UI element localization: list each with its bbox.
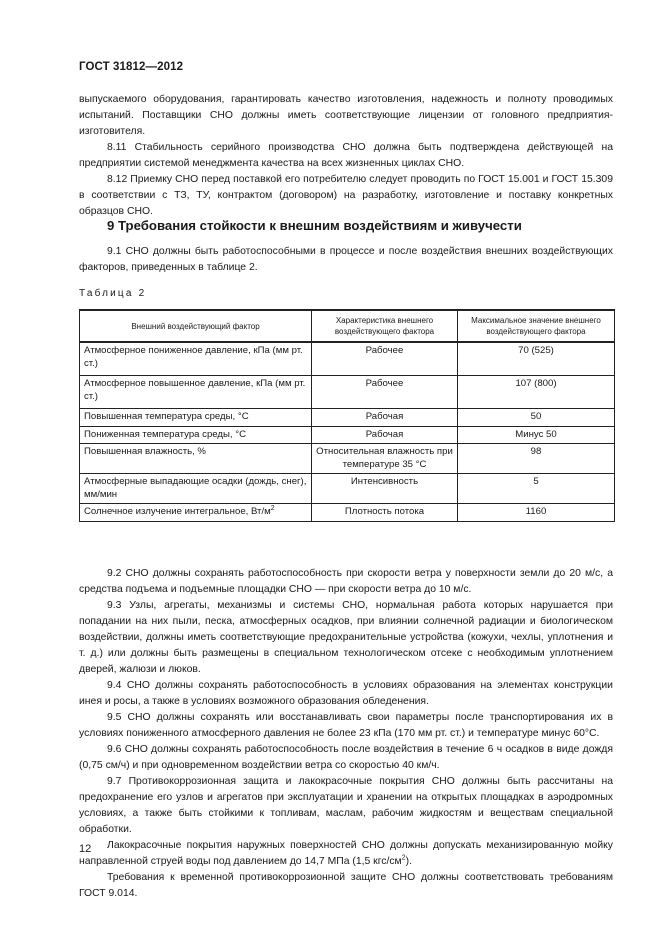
- paint-coating-text: Лакокрасочные покрытия наружных поверхностей СНО должны допускать механизированную мойку направленной струей воды под давлением до 14,7 МПа (1,5 кгс/см: [79, 840, 613, 867]
- table-cell-factor: [80, 504, 312, 522]
- table-row: [80, 342, 615, 376]
- table-cell-value: 1160: [458, 504, 615, 522]
- table-cell-value: 107 (800): [458, 376, 615, 409]
- paragraph-intro: выпускаемого оборудования, гарантировать качество изготовления, надежность и полноту проводимых испытаний. Поставщики СНО должны иметь соответствующие лицензии от головного предприятия-изготовителя.: [79, 94, 613, 137]
- paragraph-9-3: 9.3 Узлы, агрегаты, механизмы и системы СНО, нормальная работа которых нарушается при попадании на них пыли, песка, атмосферных осадков, при влиянии солнечной радиации и биологическом воздействии, должны иметь соответствующие предохранительные устройства (кожухи, чехлы, уплотнения и т. д.) или должны быть размещены в специальном технологическом отсеке с необходимым уплотнением дверей, жалюзи и люков.: [79, 600, 613, 675]
- section-9-heading: 9 Требования стойкости к внешним воздействиям и живучести: [107, 218, 522, 233]
- table-cell-characteristic: Интенсивность: [312, 474, 458, 504]
- paint-coating-end: ).: [405, 856, 412, 867]
- factor-text: Солнечное излучение интегральное, Вт/м: [84, 506, 271, 517]
- table-cell-factor: Атмосферное пониженное давление, кПа (мм рт. ст.): [80, 342, 312, 376]
- paragraph-8-12: 8.12 Приемку СНО перед поставкой его потребителю следует проводить по ГОСТ 15.001 и ГОСТ 15.309 в соответствии с ТЗ, ТУ, контрактом (договором) на разработку, изготовление и поставку конкретных образцов СНО.: [79, 174, 613, 217]
- table-row: [80, 409, 615, 427]
- paragraph-9-7: 9.7 Противокоррозионная защита и лакокрасочные покрытия СНО должны быть рассчитаны на предохранение его узлов и агрегатов при эксплуатации и хранении на открытых площадках в аэродромных условиях, а также быть стойкими к топливам, маслам, рабочим жидкостям и веществам специальной обработки.: [79, 776, 613, 835]
- table-cell-value: 98: [458, 444, 615, 474]
- table-row: [80, 504, 615, 522]
- requirements-block: [79, 566, 613, 902]
- table-header-characteristic: Характеристика внешнего воздействующего фактора: [312, 310, 458, 342]
- page-number: 12: [79, 843, 92, 855]
- table-cell-characteristic: Рабочая: [312, 409, 458, 427]
- paragraph-corrosion: Требования к временной противокоррозионной защите СНО должны соответствовать требованиям ГОСТ 9.014.: [79, 872, 613, 899]
- table-cell-characteristic: Рабочая: [312, 426, 458, 444]
- table-cell-value: Минус 50: [458, 426, 615, 444]
- paragraph-9-2: 9.2 СНО должны сохранять работоспособность при скорости ветра у поверхности земли до 20 м/с, а средства подъема и подъемные площадки СНО — при скорости ветра до 10 м/с.: [79, 568, 613, 595]
- paragraph-9-4: 9.4 СНО должны сохранять работоспособность в условиях образования на элементах конструкции инея и росы, а также в условиях возможного образования обледенения.: [79, 680, 613, 707]
- table-cell-factor: Пониженная температура среды, °С: [80, 426, 312, 444]
- table-cell-characteristic: Рабочее: [312, 342, 458, 376]
- superscript: 2: [401, 854, 406, 862]
- table-cell-value: 70 (525): [458, 342, 615, 376]
- table-cell-value: 50: [458, 409, 615, 427]
- paragraph-9-5: 9.5 СНО должны сохранять или восстанавливать свои параметры после транспортирования их в условиях пониженного атмосферного давления не более 23 кПа (170 мм рт. ст.) и температуре минус 60°С.: [79, 712, 613, 739]
- table-cell-factor: Атмосферные выпадающие осадки (дождь, снег), мм/мин: [80, 474, 312, 504]
- table-cell-factor: Повышенная влажность, %: [80, 444, 312, 474]
- table-cell-factor: Повышенная температура среды, °С: [80, 409, 312, 427]
- table-cell-characteristic: Рабочее: [312, 376, 458, 409]
- table-cell-value: 5: [458, 474, 615, 504]
- table-caption: Таблица 2: [79, 288, 147, 299]
- table-2: [79, 309, 615, 522]
- paragraph-9-1: 9.1 СНО должны быть работоспособными в процессе и после воздействия внешних воздействующих факторов, приведенных в таблице 2.: [79, 246, 613, 273]
- table-cell-characteristic: Относительная влажность при температуре 35 °С: [312, 444, 458, 474]
- table-cell-characteristic: Плотность потока: [312, 504, 458, 522]
- paragraph-9-6: 9.6 СНО должны сохранять работоспособность после воздействия в течение 6 ч осадков в виде дождя (0,75 см/ч) и при одновременном воздействии ветра со скоростью 40 км/ч.: [79, 744, 613, 771]
- table-row: [80, 444, 615, 474]
- paragraph-paint-coating: [79, 838, 613, 870]
- table-row: [80, 426, 615, 444]
- table-cell-factor: Атмосферное повышенное давление, кПа (мм рт. ст.): [80, 376, 312, 409]
- table-row: [80, 376, 615, 409]
- intro-block: [79, 92, 613, 220]
- section-9-intro: [79, 244, 613, 276]
- document-header: ГОСТ 31812—2012: [79, 61, 184, 73]
- superscript: 2: [270, 504, 275, 512]
- table-header-row: [80, 310, 615, 342]
- table-row: [80, 474, 615, 504]
- table-header-max-value: Максимальное значение внешнего воздействующего фактора: [458, 310, 615, 342]
- table-header-factor: Внешний воздействующий фактор: [80, 310, 312, 342]
- paragraph-8-11: 8.11 Стабильность серийного производства СНО должна быть подтверждена действующей на предприятии системой менеджмента качества на всех жизненных циклах СНО.: [79, 142, 613, 169]
